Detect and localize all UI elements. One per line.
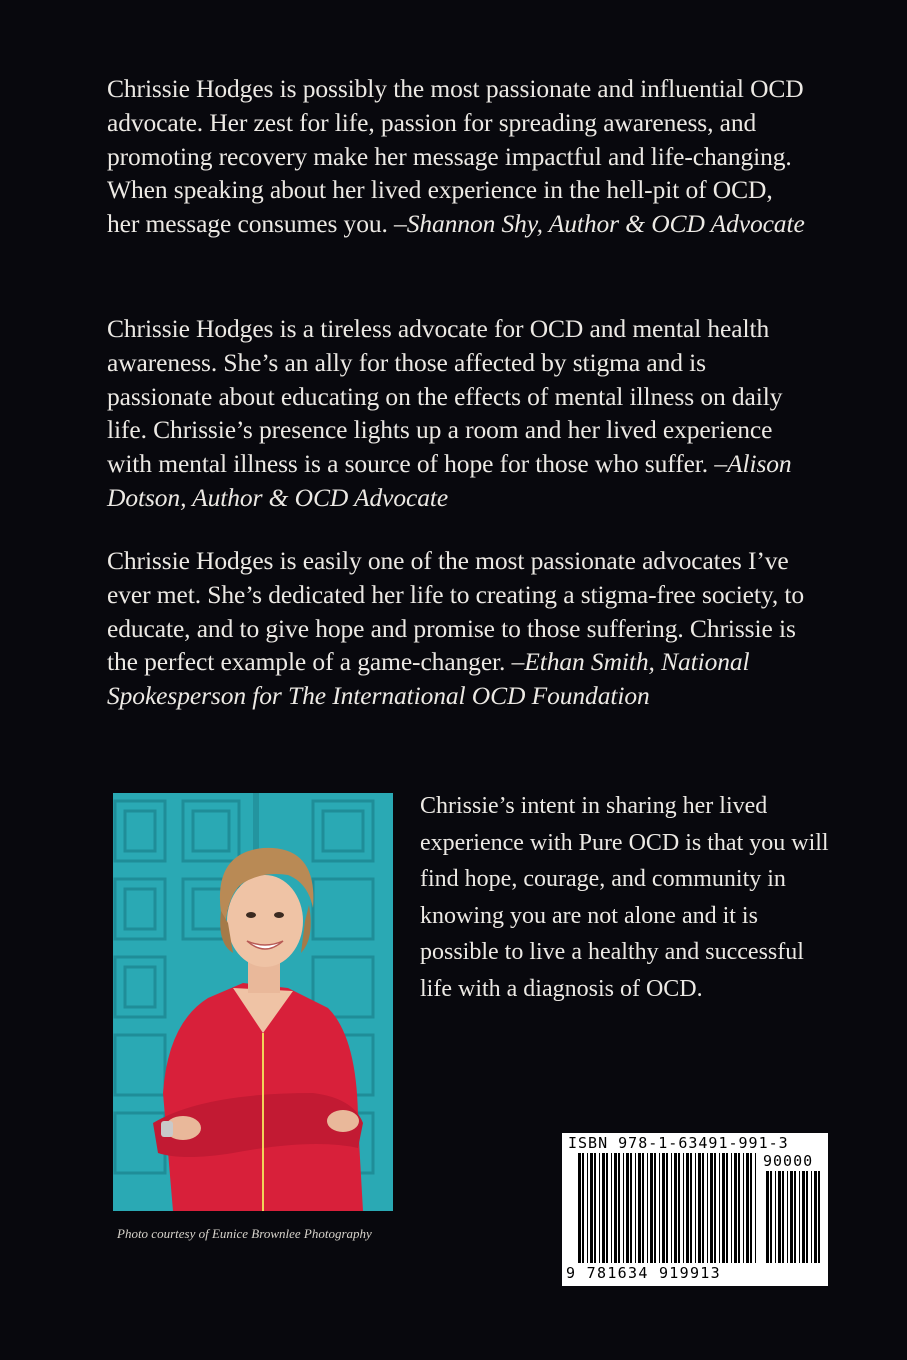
barcode-bar	[602, 1153, 605, 1263]
author-photo	[113, 793, 393, 1211]
barcode-bar	[731, 1153, 732, 1263]
barcode-bar	[790, 1171, 793, 1263]
author-portrait-illustration	[113, 793, 393, 1211]
barcode-bar	[659, 1153, 660, 1263]
barcode-bar	[770, 1171, 772, 1263]
isbn-barcode	[562, 1133, 828, 1286]
barcode-bar	[635, 1153, 636, 1263]
barcode-bar	[698, 1153, 701, 1263]
ean-digits: 9 781634 919913	[566, 1264, 721, 1282]
barcode-bar	[743, 1153, 744, 1263]
price-code: 90000	[763, 1152, 814, 1170]
barcode-bar	[590, 1153, 593, 1263]
endorsement-attribution: –Alison Dotson, Author & OCD Advocate	[107, 449, 792, 512]
barcode-bar	[587, 1153, 588, 1263]
barcode-bar	[690, 1153, 692, 1263]
endorsement-attribution: –Shannon Shy, Author & OCD Advocate	[394, 209, 805, 239]
barcode-bar	[799, 1171, 800, 1263]
barcode-bar	[814, 1171, 817, 1263]
barcode-bar	[642, 1153, 644, 1263]
barcode-bar	[606, 1153, 608, 1263]
endorsement-text: Chrissie Hodges is easily one of the most passionate advocates I’ve ever met. She’s dedicated her life to creating a stigma-free society, to educate, and to give hope and promise to those suffering. Chrissie is the perfect example of a game-changer.	[107, 546, 805, 677]
barcode-bar	[738, 1153, 740, 1263]
barcode-bar	[695, 1153, 696, 1263]
barcode-bar	[702, 1153, 704, 1263]
barcode-bar	[654, 1153, 656, 1263]
barcode-bar	[626, 1153, 629, 1263]
barcode-bar	[671, 1153, 672, 1263]
barcode-bar	[714, 1153, 716, 1263]
endorsement-shannon-shy	[107, 72, 807, 241]
barcode-bar	[650, 1153, 653, 1263]
barcode-bar	[811, 1171, 812, 1263]
endorsement-text: Chrissie Hodges is possibly the most passionate and influential OCD advocate. Her zest for life, passion for spreading awareness, and promoting recovery make her message impactful and life-changing. When speaking about her lived experience in the hell-pit of OCD, her message consumes you.	[107, 74, 804, 239]
barcode-bar	[674, 1153, 677, 1263]
barcode-bar	[594, 1153, 596, 1263]
author-intent-paragraph: Chrissie’s intent in sharing her lived experience with Pure OCD is that you will find hope, courage, and community in knowing you are not alone and it is possible to live a healthy and successful life with a diagnosis of OCD.	[420, 793, 829, 1002]
barcode-bar	[722, 1153, 725, 1263]
isbn-label: ISBN 978-1-63491-991-3	[568, 1134, 789, 1152]
barcode-bar	[726, 1153, 728, 1263]
barcode-bar	[614, 1153, 617, 1263]
barcode-bar	[678, 1153, 680, 1263]
barcode-bar	[734, 1153, 737, 1263]
endorsement-attribution: –Ethan Smith, National Spokesperson for The International OCD Foundation	[107, 647, 750, 711]
endorsement-text: Chrissie Hodges is a tireless advocate for OCD and mental health awareness. She’s an ally for those affected by stigma and is passionate about educating on the effects of mental illness on daily life. Chrissie’s presence lights up a room and her lived experience with mental illness is a source of hope for those who suffer.	[107, 314, 783, 479]
barcode-bar	[806, 1171, 808, 1263]
barcode-bar	[582, 1153, 584, 1263]
barcode-bar	[630, 1153, 632, 1263]
barcode-bar	[746, 1153, 749, 1263]
barcode-bar	[782, 1171, 784, 1263]
barcode-bar	[599, 1153, 600, 1263]
barcode-bar	[638, 1153, 641, 1263]
barcode-bar	[719, 1153, 720, 1263]
barcode-bar	[710, 1153, 713, 1263]
barcode-bar	[686, 1153, 689, 1263]
barcode-bar	[766, 1171, 769, 1263]
barcode-bar	[623, 1153, 624, 1263]
barcode-bar	[778, 1171, 781, 1263]
barcode-bar	[611, 1153, 612, 1263]
barcode-bar	[787, 1171, 788, 1263]
endorsement-ethan-smith	[107, 544, 807, 713]
barcode-bar	[775, 1171, 776, 1263]
barcode-bar	[755, 1153, 756, 1263]
barcode-bar	[818, 1171, 820, 1263]
barcode-bar	[662, 1153, 665, 1263]
photo-caption: Photo courtesy of Eunice Brownlee Photography	[117, 1226, 372, 1241]
barcode-bar	[647, 1153, 648, 1263]
endorsement-alison-dotson	[107, 312, 807, 515]
barcode-bar	[794, 1171, 796, 1263]
barcode-bar	[618, 1153, 620, 1263]
barcode-bar	[802, 1171, 805, 1263]
barcode-bar	[666, 1153, 668, 1263]
barcode-bar	[707, 1153, 708, 1263]
barcode-bar	[750, 1153, 752, 1263]
barcode-bar	[578, 1153, 581, 1263]
barcode-bar	[683, 1153, 684, 1263]
